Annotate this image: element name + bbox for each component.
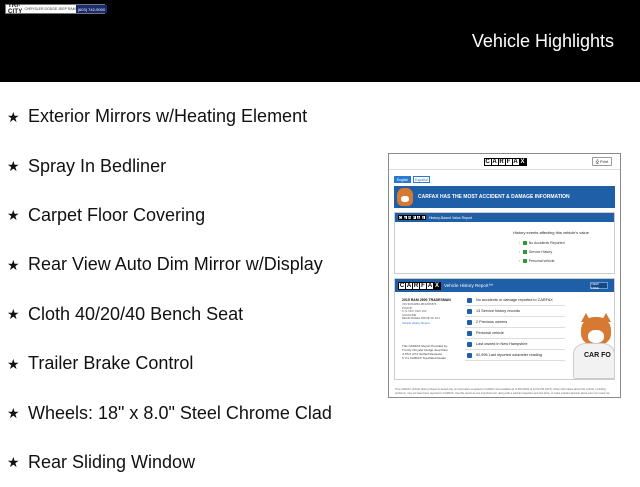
star-icon: ★ bbox=[7, 207, 20, 224]
banner-text: CARFAX HAS THE MOST ACCIDENT & DAMAGE INFORMATION bbox=[418, 194, 570, 200]
dealer-logo-phone: (603) 742-9000 bbox=[77, 6, 106, 12]
location-icon bbox=[467, 342, 472, 347]
history-event-label: No Accidents Reported bbox=[528, 240, 565, 245]
carfax-fox-icon bbox=[397, 188, 413, 206]
feature-item bbox=[7, 388, 379, 437]
vehicle-detail: GASOLINE bbox=[402, 312, 417, 317]
carfax-logo-letter: A bbox=[406, 282, 412, 289]
report-row[interactable] bbox=[465, 350, 565, 361]
feature-item bbox=[7, 339, 379, 388]
dealer-rating: 4.7/5.0 (272 Verified Reviews) bbox=[402, 352, 443, 356]
fox-shirt-text: CAR FO bbox=[584, 352, 611, 359]
arrow-up-icon: ↑ bbox=[519, 249, 521, 254]
feature-item bbox=[7, 191, 379, 240]
feature-item bbox=[7, 240, 379, 289]
history-based-value-section bbox=[394, 212, 615, 274]
owners-icon bbox=[467, 320, 472, 325]
report-row-label: 2 Previous owners bbox=[476, 320, 508, 324]
report-row-label: 13 Service history records bbox=[476, 309, 520, 313]
feature-label: Spray In Bedliner bbox=[28, 155, 167, 176]
carfax-logo-letter: A bbox=[492, 158, 497, 165]
carfax-logo-letter: F bbox=[505, 158, 513, 166]
feature-label: Wheels: 18" x 8.0" Steel Chrome Clad bbox=[28, 402, 332, 423]
carfax-logo-letter: C bbox=[485, 158, 490, 165]
view-report-button[interactable]: VIEW FREE bbox=[590, 282, 608, 289]
page-title: Vehicle Highlights bbox=[471, 31, 614, 51]
feature-list bbox=[7, 92, 379, 487]
star-icon: ★ bbox=[7, 158, 20, 175]
carfax-logo bbox=[484, 158, 526, 166]
report-row[interactable] bbox=[465, 306, 565, 317]
report-row-label: 92,996 Last reported odometer reading bbox=[476, 353, 542, 357]
arrow-up-icon: ↑ bbox=[519, 240, 521, 245]
print-button[interactable] bbox=[592, 157, 612, 166]
feature-label: Exterior Mirrors w/Heating Element bbox=[28, 106, 308, 127]
history-event-item bbox=[513, 256, 589, 265]
carfax-logo-letter: C bbox=[399, 282, 405, 289]
person-icon bbox=[523, 259, 527, 263]
report-row-label: Personal vehicle bbox=[476, 331, 504, 335]
feature-label: Rear Sliding Window bbox=[28, 451, 196, 472]
vehicle-history-report-header bbox=[395, 279, 614, 292]
star-icon: ★ bbox=[7, 306, 20, 323]
vehicle-detail: PICKUP bbox=[402, 305, 413, 310]
carfax-logo-letter: R bbox=[499, 158, 504, 165]
vehicle-history-report-label: Vehicle History Report™ bbox=[444, 283, 494, 288]
arrow-up-icon: ↑ bbox=[519, 258, 521, 263]
report-row[interactable] bbox=[465, 295, 565, 306]
carfax-logo-letter: A bbox=[513, 158, 518, 165]
header-bar bbox=[0, 0, 640, 82]
vehicle-detail: REAR WHEEL DRIVE W/ 4X4 bbox=[402, 316, 440, 321]
fox-body bbox=[573, 343, 615, 379]
carfax-logo-letter: A bbox=[403, 216, 407, 220]
wrench-icon bbox=[467, 309, 472, 314]
carfax-logo-letter: C bbox=[399, 216, 402, 220]
feature-label: Rear View Auto Dim Mirror w/Display bbox=[28, 254, 323, 275]
person-icon bbox=[467, 331, 472, 336]
vehicle-detail: VIN 3C6UR5CJ8FG655873 bbox=[402, 302, 437, 306]
carfax-banner bbox=[394, 186, 615, 208]
dealer-top-rated: 5 Yrs CARFAX Top-Rated Dealer bbox=[402, 356, 447, 360]
carfax-logo-letter: X bbox=[421, 216, 425, 220]
history-event-item bbox=[513, 247, 589, 256]
fox-face bbox=[588, 330, 604, 343]
dealer-name: Tri-City Chrysler Dodge Jeep Ram bbox=[402, 348, 448, 352]
history-based-value-label: History-Based Value Report bbox=[429, 215, 473, 220]
history-event-label: Service History bbox=[528, 249, 553, 254]
carfax-logo-letter: X bbox=[434, 282, 439, 289]
star-icon: ★ bbox=[7, 454, 20, 471]
vehicle-detail: 5.7L V8 F OHV 16V bbox=[402, 309, 427, 314]
odometer-icon bbox=[467, 353, 472, 358]
dealer-info bbox=[402, 344, 462, 360]
carfox-mascot bbox=[573, 317, 615, 379]
star-icon: ★ bbox=[7, 405, 20, 422]
carfax-logo-letter: F bbox=[412, 216, 416, 220]
carfax-top-bar bbox=[389, 154, 620, 170]
check-icon bbox=[523, 241, 527, 245]
star-icon: ★ bbox=[7, 108, 20, 125]
vehicle-history-report-section bbox=[394, 278, 615, 380]
print-label: Print bbox=[599, 159, 609, 164]
carfax-logo-letter: A bbox=[427, 282, 433, 289]
dealer-line: This CARFAX Report Provided by: bbox=[402, 344, 448, 348]
tab-english[interactable]: English bbox=[394, 176, 411, 183]
language-tabs bbox=[389, 170, 620, 184]
vehicle-report-link[interactable]: Vehicle History Report bbox=[402, 320, 430, 325]
carfax-logo-letter: R bbox=[413, 282, 419, 289]
vehicle-info bbox=[402, 298, 462, 325]
dealer-logo[interactable] bbox=[5, 4, 105, 14]
history-based-value-header bbox=[395, 213, 614, 222]
carfax-logo bbox=[398, 282, 440, 290]
report-row-label: No accidents or damage reported to CARFAX bbox=[476, 298, 553, 302]
report-rows bbox=[465, 295, 565, 361]
history-event-label: Personal vehicle bbox=[528, 258, 555, 263]
star-icon: ★ bbox=[7, 355, 20, 372]
feature-label: Trailer Brake Control bbox=[28, 353, 194, 374]
carfax-report-thumbnail[interactable] bbox=[388, 153, 621, 398]
star-icon: ★ bbox=[7, 256, 20, 273]
carfax-logo-letter: R bbox=[408, 216, 411, 220]
feature-item bbox=[7, 141, 379, 190]
carfax-logo-letter: X bbox=[520, 158, 525, 165]
dealer-logo-brand: TRI-CITY bbox=[8, 3, 23, 15]
carfax-mini-logo bbox=[398, 215, 425, 220]
report-row[interactable] bbox=[465, 328, 565, 339]
carfax-logo-letter: F bbox=[419, 282, 427, 290]
report-row[interactable] bbox=[465, 317, 565, 328]
feature-label: Cloth 40/20/40 Bench Seat bbox=[28, 303, 244, 324]
dealer-logo-tagline: CHRYSLER DODGE JEEP RAM bbox=[24, 7, 76, 11]
report-row-label: Last owned in New Hampshire bbox=[476, 342, 528, 346]
wrench-icon bbox=[523, 250, 527, 254]
shield-icon bbox=[467, 298, 472, 303]
feature-item bbox=[7, 290, 379, 339]
feature-label: Carpet Floor Covering bbox=[28, 204, 206, 225]
feature-item bbox=[7, 92, 379, 141]
feature-item bbox=[7, 438, 379, 487]
carfax-disclaimer: This CARFAX Vehicle History Report is based only on information supplied to CARFAX and available as of 8/12/2024 at 10:00 PM (CDT). Other information about this vehicle, including problems, may not have been reported to CARFAX. Use this report as one important tool, along with a vehicle inspection and test drive, to make a better decision about your next used car. bbox=[395, 388, 610, 395]
history-events bbox=[513, 230, 589, 265]
vehicle-name: 2015 RAM 2500 TRADESMAN bbox=[402, 298, 451, 302]
history-events-title: History events affecting this vehicle's value bbox=[513, 230, 589, 235]
carfax-logo-letter: A bbox=[417, 216, 420, 220]
tab-spanish[interactable]: Español bbox=[413, 176, 430, 183]
report-row[interactable] bbox=[465, 339, 565, 350]
history-event-item bbox=[513, 238, 589, 247]
printer-icon: ⎙ bbox=[595, 159, 599, 164]
